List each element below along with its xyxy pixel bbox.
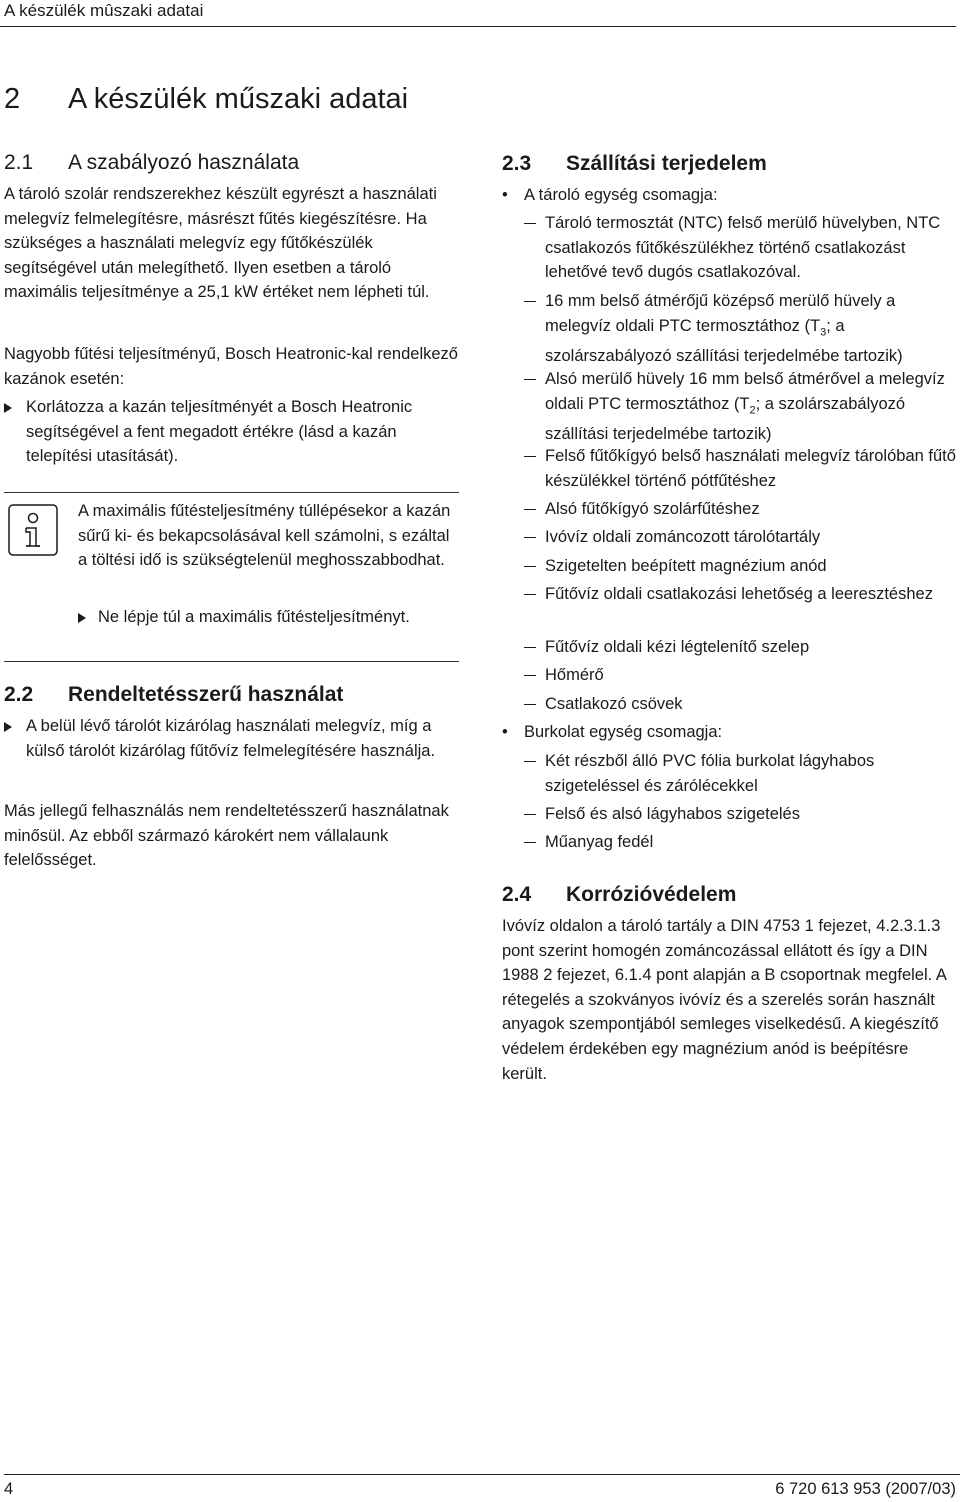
running-header-title: A készülék mûszaki adatai — [4, 1, 204, 20]
document-code: 6 720 613 953 (2007/03) — [775, 1480, 956, 1498]
list-item — [524, 444, 956, 493]
list-item — [524, 497, 956, 522]
list-item-text: Alsó fűtőkígyó szolárfűtéshez — [545, 500, 760, 518]
section-2-2-paragraph: Más jellegű felhasználás nem rendeltetésszerű használatnak minősül. Az ebből származó károkért nem vállalaunk felelősséget. — [4, 802, 449, 870]
list-item-text: Fűtővíz oldali kézi légtelenítő szelep — [545, 638, 810, 656]
list-item-text-part: ; a szolárszabályozó szállítási terjedelmébe tartozik) — [545, 394, 906, 444]
list-item — [524, 289, 956, 369]
list-item — [524, 211, 956, 285]
list-item-text: Szigetelten beépített magnézium anód — [545, 557, 827, 575]
section-number: 2.4 — [502, 883, 532, 906]
dash-bullet-icon — [524, 379, 536, 380]
section-2-1-paragraph-1: A tároló szolár rendszerekhez készült egyrészt a használati melegvíz felmelegítésre, másrészt fűtés kiegészítésre. Ha szükséges a használati melegvíz egy fűtőkészülék segítségével után melegíthető. Ilyen esetben a tároló maximális teljesítménye a 25,1 kW értéket nem lépheti túl. — [4, 185, 437, 302]
dash-bullet-icon — [524, 761, 536, 762]
info-icon — [8, 504, 58, 556]
list-item — [524, 830, 956, 855]
dash-bullet-icon — [524, 223, 536, 224]
note-instruction-step — [78, 605, 458, 630]
dash-bullet-icon — [524, 509, 536, 510]
dash-bullet-icon — [524, 566, 536, 567]
list-item-text: Burkolat egység csomagja: — [524, 723, 723, 741]
dash-bullet-icon — [524, 647, 536, 648]
note-instruction-text: Ne lépje túl a maximális fűtésteljesítményt. — [98, 608, 410, 626]
list-item-text — [545, 367, 956, 447]
instruction-step — [4, 395, 459, 469]
section-2-3-heading — [502, 151, 767, 177]
list-item-text: Fűtővíz oldali csatlakozási lehetőség a leeresztéshez — [545, 585, 933, 603]
arrow-bullet-icon — [78, 613, 86, 623]
list-item — [524, 554, 956, 579]
list-item-text: Ivóvíz oldali zománcozott tárolótartály — [545, 528, 821, 546]
dash-bullet-icon — [524, 675, 536, 676]
list-item-text — [545, 289, 956, 369]
list-item-text: Hőmérő — [545, 666, 604, 684]
dash-bullet-icon — [524, 594, 536, 595]
arrow-bullet-icon — [4, 403, 12, 413]
section-number: 2.2 — [4, 683, 34, 706]
list-item-text-part: 16 mm belső átmérőjű középső merülő hüvely a melegvíz oldali PTC termosztáthoz (T — [545, 292, 896, 335]
section-2-1-heading — [4, 150, 299, 176]
section-title: Szállítási terjedelem — [566, 152, 767, 175]
list-item-text-part: Alsó merülő hüvely 16 mm belső átmérővel a melegvíz oldali PTC termosztáthoz (T — [545, 370, 945, 413]
list-item — [524, 582, 956, 607]
chapter-heading — [4, 82, 408, 116]
note-text: A maximális fűtésteljesítmény túllépésekor a kazán sűrű ki- és bekapcsolásával kell számolni, s ezáltal a töltési idő is szükségtelenül meghosszabbodhat. — [78, 502, 451, 570]
dash-bullet-icon — [524, 814, 536, 815]
section-title: Rendeltetésszerű használat — [68, 683, 344, 706]
list-item — [502, 183, 956, 208]
chapter-number: 2 — [4, 83, 21, 115]
list-item — [502, 720, 956, 745]
dash-bullet-icon — [524, 537, 536, 538]
dash-bullet-icon — [524, 704, 536, 705]
instruction-step — [4, 714, 459, 763]
list-item — [524, 663, 956, 688]
dash-bullet-icon — [524, 456, 536, 457]
section-title: A szabályozó használata — [68, 151, 300, 174]
section-2-1-paragraph-2: Nagyobb fűtési teljesítményű, Bosch Heatronic-kal rendelkező kazánok esetén: — [4, 345, 458, 388]
list-item — [524, 367, 956, 447]
list-item — [524, 802, 956, 827]
section-title: Korrózióvédelem — [566, 883, 737, 906]
instruction-text: Korlátozza a kazán teljesítményét a Bosch Heatronic segítségével a fent megadott értékre (lásd a kazán telepítési utasítását). — [26, 398, 413, 466]
subscript: 3 — [820, 325, 827, 338]
list-item-text: Csatlakozó csövek — [545, 695, 683, 713]
bullet-icon: • — [502, 186, 508, 204]
note-bottom-rule — [4, 661, 459, 662]
note-top-rule — [4, 492, 459, 493]
section-2-4-paragraph: Ivóvíz oldalon a tároló tartály a DIN 4753 1 fejezet, 4.2.3.1.3 pont szerint homogén zománcozással ellátott és így a DIN 1988 2 fejezet, 6.1.4 pont alapján a B csoportnak megfelel. A rétegelés a szokványos ivóvíz és a szerelés során használt anyagok szempontjából semleges viselkedésű. A kiegészítő védelem érdekében egy magnézium anód is beépítésre került. — [502, 917, 946, 1083]
section-2-4-heading — [502, 882, 736, 908]
list-item-text: Műanyag fedél — [545, 833, 654, 851]
list-item — [524, 749, 956, 798]
list-item — [524, 525, 956, 550]
list-item-text-part: ; a szolárszabályozó szállítási terjedelmébe tartozik) — [545, 316, 903, 366]
list-item — [524, 692, 956, 717]
list-item-text: A tároló egység csomagja: — [524, 186, 718, 204]
header-rule — [0, 26, 956, 27]
bullet-icon: • — [502, 723, 508, 741]
list-item-text: Tároló termosztát (NTC) felső merülő hüvelyben, NTC csatlakozós fűtőkészülékhez történő csatlakozást lehetővé tevő dugós csatlakozóval. — [545, 214, 941, 282]
section-number: 2.1 — [4, 151, 34, 174]
dash-bullet-icon — [524, 301, 536, 302]
list-item — [524, 635, 956, 660]
list-item-text: Két részből álló PVC fólia burkolat lágyhabos szigeteléssel és zárólécekkel — [545, 752, 875, 795]
list-item-text: Felső fűtőkígyó belső használati melegvíz tárolóban fűtő készülékkel történő pótfűtéshez — [545, 447, 956, 490]
chapter-title: A készülék műszaki adatai — [68, 83, 409, 115]
instruction-text: A belül lévő tárolót kizárólag használati melegvíz, míg a külső tárolót kizárólag fűtővíz felmelegítésére használja. — [26, 717, 436, 760]
footer-rule — [4, 1474, 960, 1475]
section-number: 2.3 — [502, 152, 532, 175]
dash-bullet-icon — [524, 842, 536, 843]
section-2-2-heading — [4, 682, 343, 708]
list-item-text: Felső és alsó lágyhabos szigetelés — [545, 805, 800, 823]
page-header — [4, 0, 960, 24]
arrow-bullet-icon — [4, 722, 12, 732]
page-number: 4 — [4, 1480, 14, 1498]
subscript: 2 — [749, 403, 756, 416]
